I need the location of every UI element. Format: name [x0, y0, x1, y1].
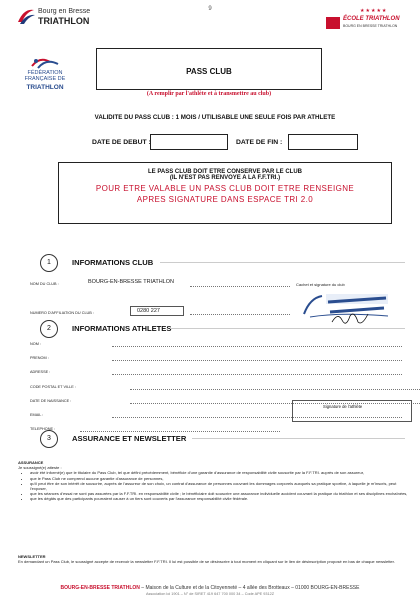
section2-title: INFORMATIONS ATHLETES [72, 324, 172, 333]
section1-number: 1 [40, 254, 58, 272]
newsletter-heading: NEWSLETTER [18, 554, 46, 559]
page-title: PASS CLUB [186, 67, 232, 76]
club-logo-line1: Bourg en Bresse [38, 8, 91, 15]
page-number: 9 [208, 6, 212, 12]
ecole-logo [326, 8, 408, 34]
page-subtitle: (A remplir par l'athlète et à transmettre au club) [146, 91, 272, 97]
club-name-dots [190, 286, 290, 287]
athlete-field-input[interactable] [112, 374, 402, 375]
ecole-logo-sub: BOURG EN BRESSE TRIATHLON [343, 24, 398, 28]
athlete-field-input[interactable] [112, 346, 402, 347]
ecole-badge-icon [326, 17, 340, 29]
footer-legal: Association loi 1901 – N° de SIRET 419 647 700 000 34 – Code APE 9312Z [145, 592, 275, 596]
fftri-line1: FÉDÉRATION [27, 70, 63, 76]
athlete-field-label: TELEPHONE : [30, 427, 56, 431]
end-date-label: DATE DE FIN : [236, 139, 283, 146]
club-logo [16, 6, 106, 40]
stars-icon: ★★★★★ [360, 8, 388, 14]
validity-text: VALIDITE DU PASS CLUB : 1 MOIS / UTILISABLE UNE SEULE FOIS PAR ATHLETE [94, 114, 336, 121]
affiliation-dots [190, 314, 290, 315]
fftri-logo [14, 56, 76, 100]
assurance-bullet: • qu'il peut être de son intérêt de souscrire, auprès de l'assureur de son choix, un contrat d'assurance de personnes couvrant les dommages corporels auxquels sa pratique sportive, à laquelle je m'inscris, peut l'exposer, [30, 481, 408, 491]
notice-line4: APRES SIGNATURE DANS ESPACE TRI 2.0 [136, 195, 314, 204]
footer [8, 585, 412, 591]
footer-address: – Maison de la Culture et de la Citoyenneté – 4 allée des Brotteaux – 01000 BOURG-EN-BRESSE [139, 585, 360, 591]
club-logo-line2: TRIATHLON [38, 16, 90, 26]
club-name-label: NOM DU CLUB : [30, 282, 59, 286]
club-notice-box [58, 162, 392, 224]
swoosh-icon [16, 6, 36, 26]
assurance-bullet: • que les dégâts que des participants pourraient causer à un tiers sont couverts par l'assurance responsabilité civile fédérale. [30, 496, 408, 501]
club-name-value[interactable]: BOURG-EN-BRESSE TRIATHLON [88, 279, 174, 285]
fftri-line2: FRANÇAISE DE [24, 76, 66, 82]
assurance-bullet: • que le Pass Club ne comprend aucune garantie d'assurance de personnes, [30, 476, 408, 481]
athlete-field-label: EMAIL : [30, 413, 44, 417]
assurance-intro: Je soussigné(e) atteste : [18, 465, 62, 471]
footer-club: BOURG-EN-BRESSE TRIATHLON [60, 585, 140, 591]
section3-title: ASSURANCE ET NEWSLETTER [72, 434, 187, 443]
start-date-label: DATE DE DEBUT : [92, 139, 151, 146]
end-date-field[interactable] [288, 134, 358, 150]
ecole-logo-title: ÉCOLE TRIATHLON [343, 16, 400, 22]
athlete-field-label: NOM : [30, 342, 41, 346]
athlete-field-input[interactable] [112, 360, 402, 361]
start-date-field[interactable] [150, 134, 228, 150]
athlete-signature-box[interactable] [292, 400, 412, 422]
section1-title: INFORMATIONS CLUB [72, 258, 154, 267]
athlete-field-label: PRENOM : [30, 356, 49, 360]
notice-line3: POUR ETRE VALABLE UN PASS CLUB DOIT ETRE RENSEIGNE [95, 184, 355, 193]
athlete-field-input[interactable] [80, 431, 280, 432]
club-signature-icon [330, 310, 370, 328]
section2-rule [170, 328, 405, 329]
section2-number: 2 [40, 320, 58, 338]
athlete-field-input[interactable] [130, 389, 420, 390]
assurance-bullet: • avoir été informé(e) que le titulaire du Pass Club, tel que défini précédemment, bénéficie d'une garantie d'assurance de responsabilité civile souscrite par la F.F.TRI. auprès de son assureur, [30, 470, 408, 475]
section3-rule [192, 438, 405, 439]
notice-line2: (IL N'EST PAS RENVOYE A LA F.F.TRI.) [169, 175, 281, 181]
fftri-line3: TRIATHLON [26, 84, 64, 91]
section1-rule [160, 262, 405, 263]
athlete-field-label: CODE POSTAL ET VILLE : [30, 385, 76, 389]
notice-line1: LE PASS CLUB DOIT ETRE CONSERVE PAR LE CLUB [147, 169, 302, 175]
affiliation-field[interactable] [130, 306, 184, 316]
athlete-field-label: DATE DE NAISSANCE : [30, 399, 72, 403]
section3-number: 3 [40, 430, 58, 448]
title-box [96, 48, 322, 90]
signature-label: Signature de l'athlète [323, 404, 363, 409]
cachet-label: Cachet et signature du club [296, 282, 345, 287]
fftri-emblem-icon [14, 56, 76, 70]
affiliation-label: NUMERO D'AFFILIATION DU CLUB : [30, 311, 94, 315]
newsletter-block [18, 554, 408, 564]
assurance-bullet: • que les séances d'essai ne sont pas assurées par la F.F.TRI. en responsabilité civile ; le bénéficiaire doit souscrire une assurance individuelle accident couvrant la pratique du triathlon et ses disciplines enchaînées, [30, 491, 408, 496]
athlete-field-label: ADRESSE : [30, 370, 51, 374]
assurance-heading: ASSURANCE [18, 460, 44, 465]
assurance-list [18, 470, 408, 501]
affiliation-value: 0280 227 [137, 308, 160, 314]
assurance-block [18, 460, 408, 502]
newsletter-text: En demandant un Pass Club, le soussigné accepte de recevoir la newsletter F.F.TRI. Il lui est possible de se désinscrire à tout moment en cliquant sur le lien de désinscription proposé en bas de chaque newsletter. [18, 559, 395, 565]
